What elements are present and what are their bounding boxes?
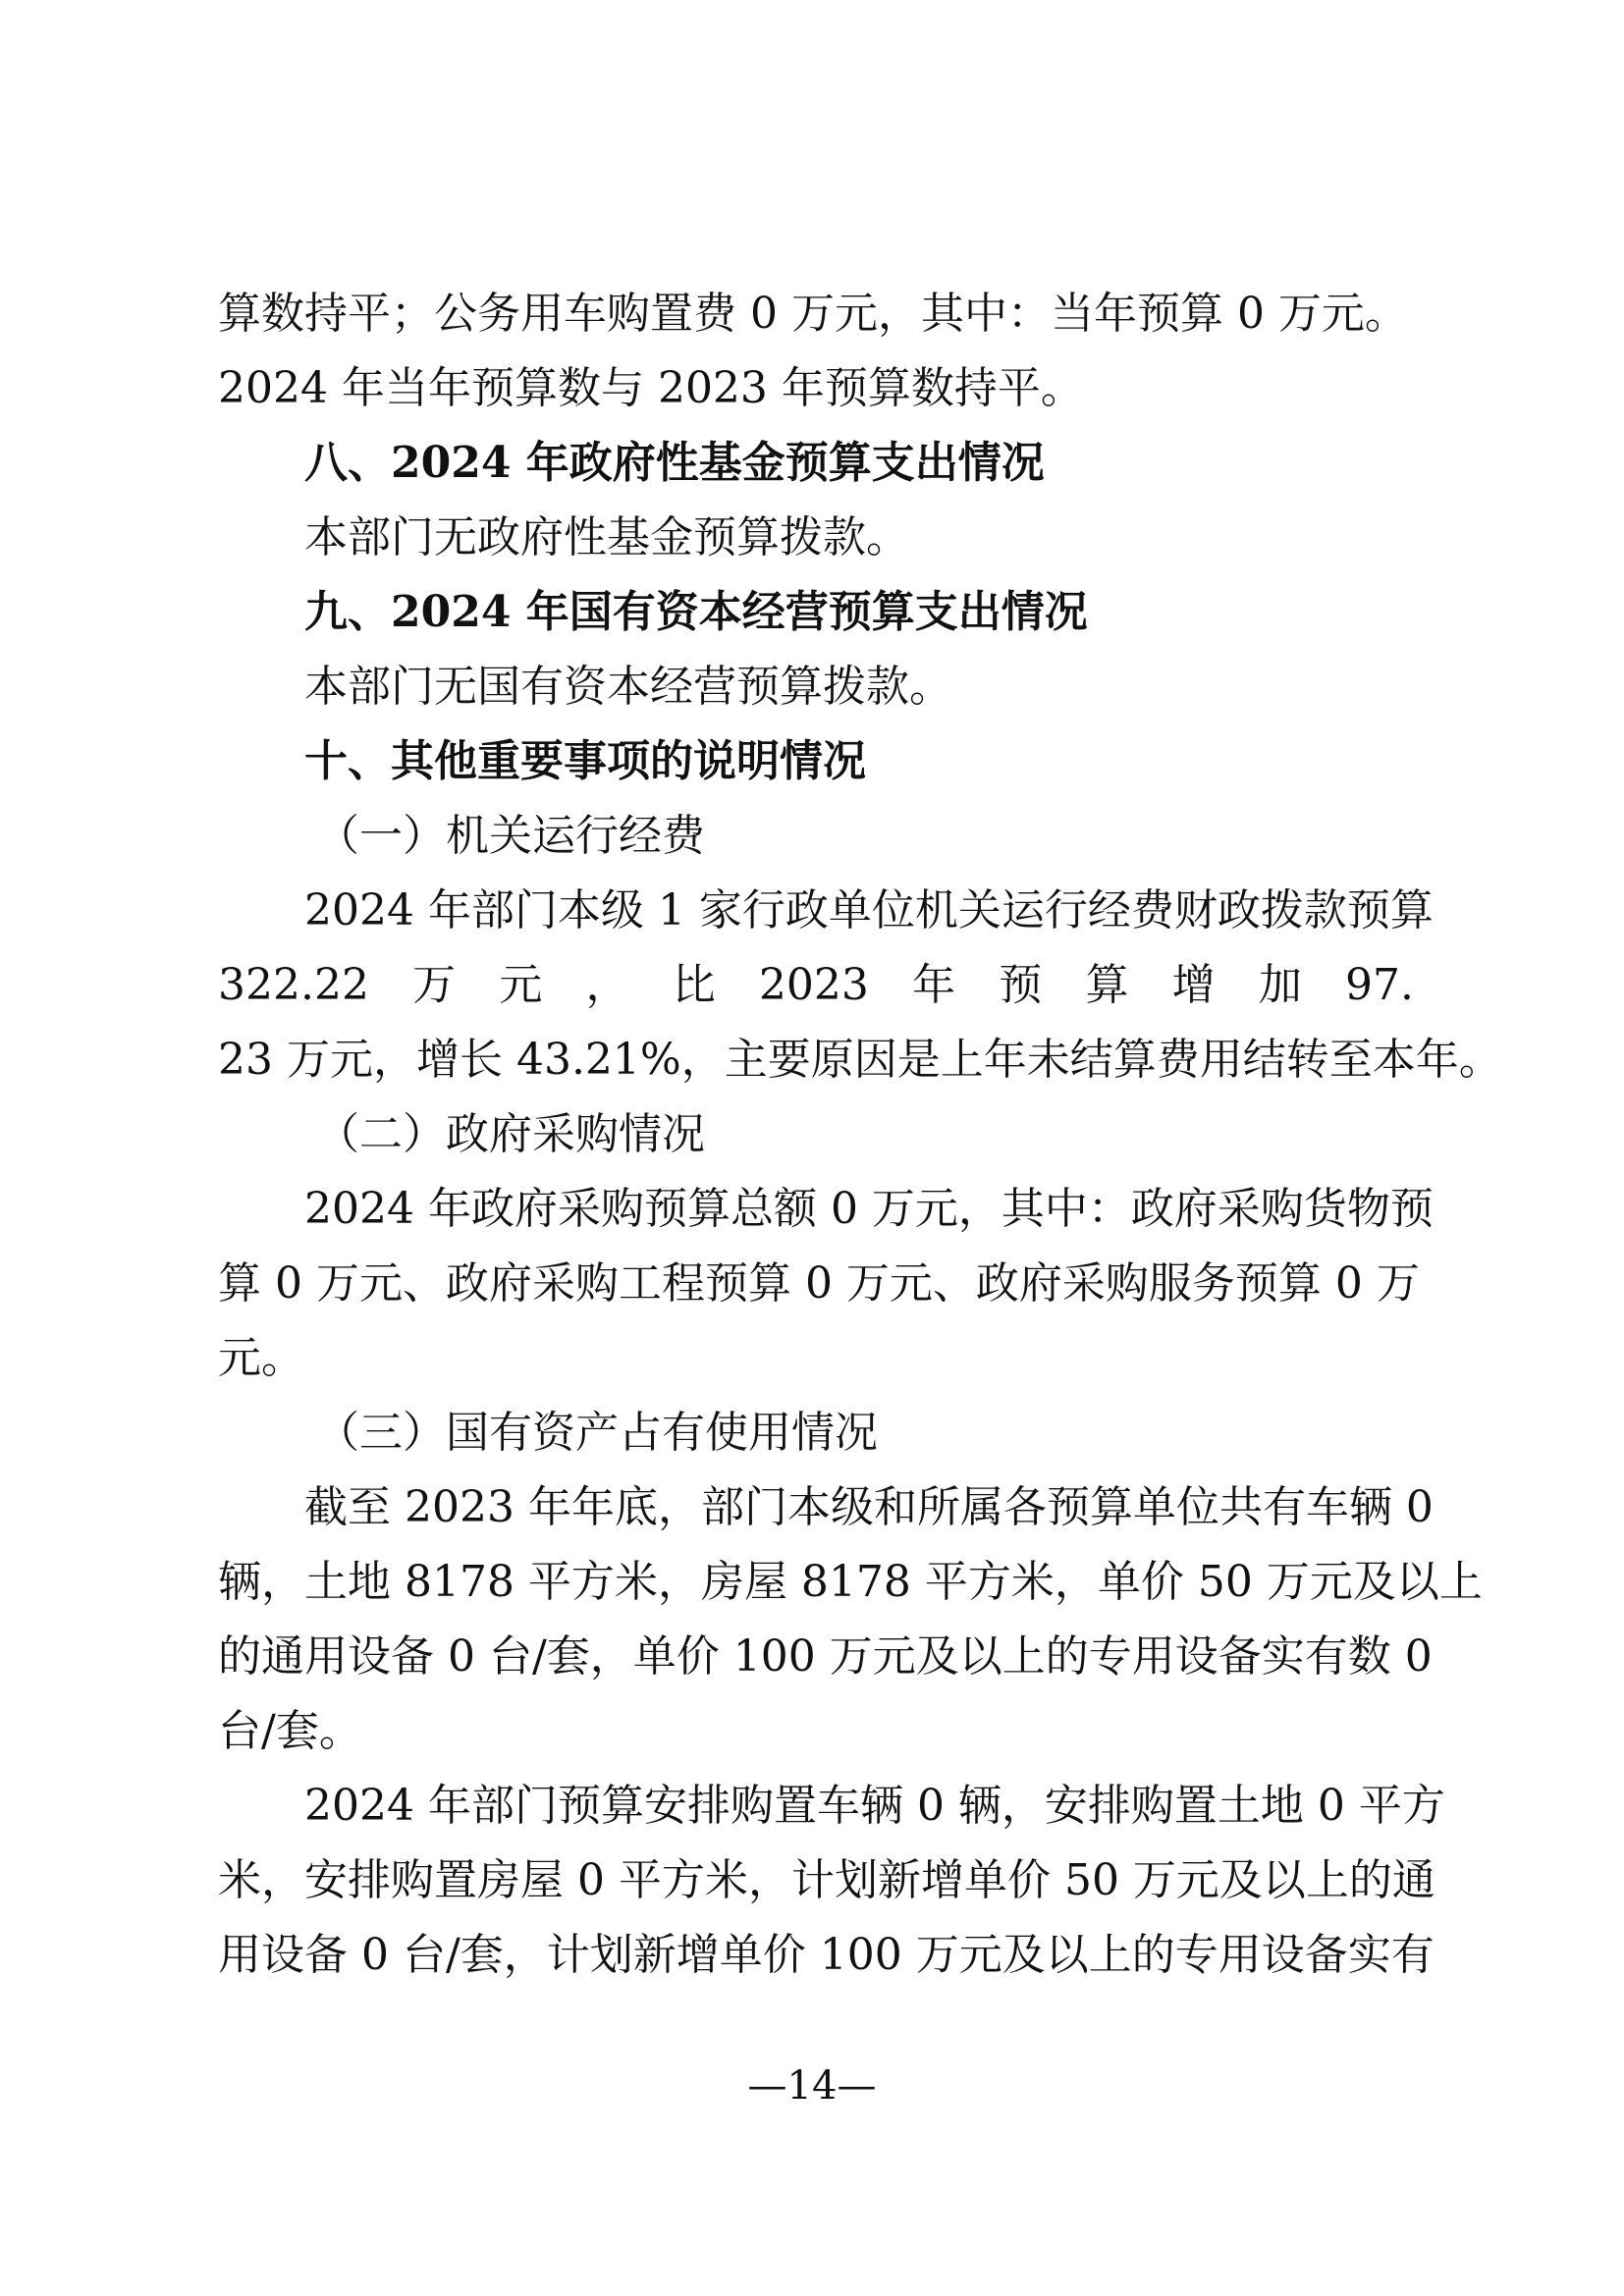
- paragraph-line: 本部门无国有资本经营预算拨款。: [304, 662, 952, 712]
- paragraph-line: 用设备 0 台/套，计划新增单价 100 万元及以上的专用设备实有: [218, 1930, 1435, 1980]
- paragraph-line: 2024 年当年预算数与 2023 年预算数持平。: [218, 363, 1084, 413]
- justified-word: ，: [585, 960, 629, 1010]
- subsection-heading: （二）政府采购情况: [316, 1109, 705, 1159]
- section-heading: 十、其他重要事项的说明情况: [304, 736, 866, 786]
- justified-word: 算: [1085, 960, 1129, 1010]
- justified-word: 97.: [1345, 960, 1414, 1010]
- section-heading: 八、2024 年政府性基金预算支出情况: [304, 438, 1045, 488]
- paragraph-line: 本部门无政府性基金预算拨款。: [304, 512, 909, 562]
- justified-word: 元: [499, 960, 543, 1010]
- paragraph-line: 台/套。: [218, 1706, 362, 1756]
- justified-word: 预: [999, 960, 1043, 1010]
- paragraph-line: 2024 年部门本级 1 家行政单位机关运行经费财政拨款预算: [304, 885, 1434, 935]
- justified-word: 年: [912, 960, 956, 1010]
- paragraph-line: 2024 年政府采购预算总额 0 万元，其中：政府采购货物预: [304, 1184, 1434, 1234]
- paragraph-line: 算 0 万元、政府采购工程预算 0 万元、政府采购服务预算 0 万: [218, 1258, 1420, 1308]
- paragraph-line: 截至 2023 年年底，部门本级和所属各预算单位共有车辆 0: [304, 1482, 1434, 1532]
- justified-word: 322.22: [218, 960, 369, 1010]
- paragraph-line: 的通用设备 0 台/套，单价 100 万元及以上的专用设备实有数 0: [218, 1631, 1433, 1682]
- page-number: —14—: [747, 2063, 877, 2109]
- paragraph-line: 米，安排购置房屋 0 平方米，计划新增单价 50 万元及以上的通: [218, 1855, 1435, 1905]
- justified-word: 加: [1258, 960, 1302, 1010]
- justified-word: 2023: [758, 960, 869, 1010]
- paragraph-line: 辆，土地 8178 平方米，房屋 8178 平方米，单价 50 万元及以上: [218, 1557, 1483, 1607]
- subsection-heading: （三）国有资产占有使用情况: [316, 1408, 878, 1458]
- paragraph-line: 2024 年部门预算安排购置车辆 0 辆，安排购置土地 0 平方: [304, 1781, 1445, 1831]
- paragraph-line: 算数持平；公务用车购置费 0 万元，其中：当年预算 0 万元。: [218, 289, 1408, 339]
- subsection-heading: （一）机关运行经费: [316, 811, 705, 861]
- paragraph-line: 元。: [218, 1333, 304, 1383]
- paragraph-line: 23 万元，增长 43.21%，主要原因是上年未结算费用结转至本年。: [218, 1035, 1502, 1085]
- justified-line: [218, 956, 1414, 1015]
- justified-word: 比: [672, 960, 716, 1010]
- justified-word: 万: [412, 960, 457, 1010]
- section-heading: 九、2024 年国有资本经营预算支出情况: [304, 587, 1088, 637]
- justified-word: 增: [1171, 960, 1216, 1010]
